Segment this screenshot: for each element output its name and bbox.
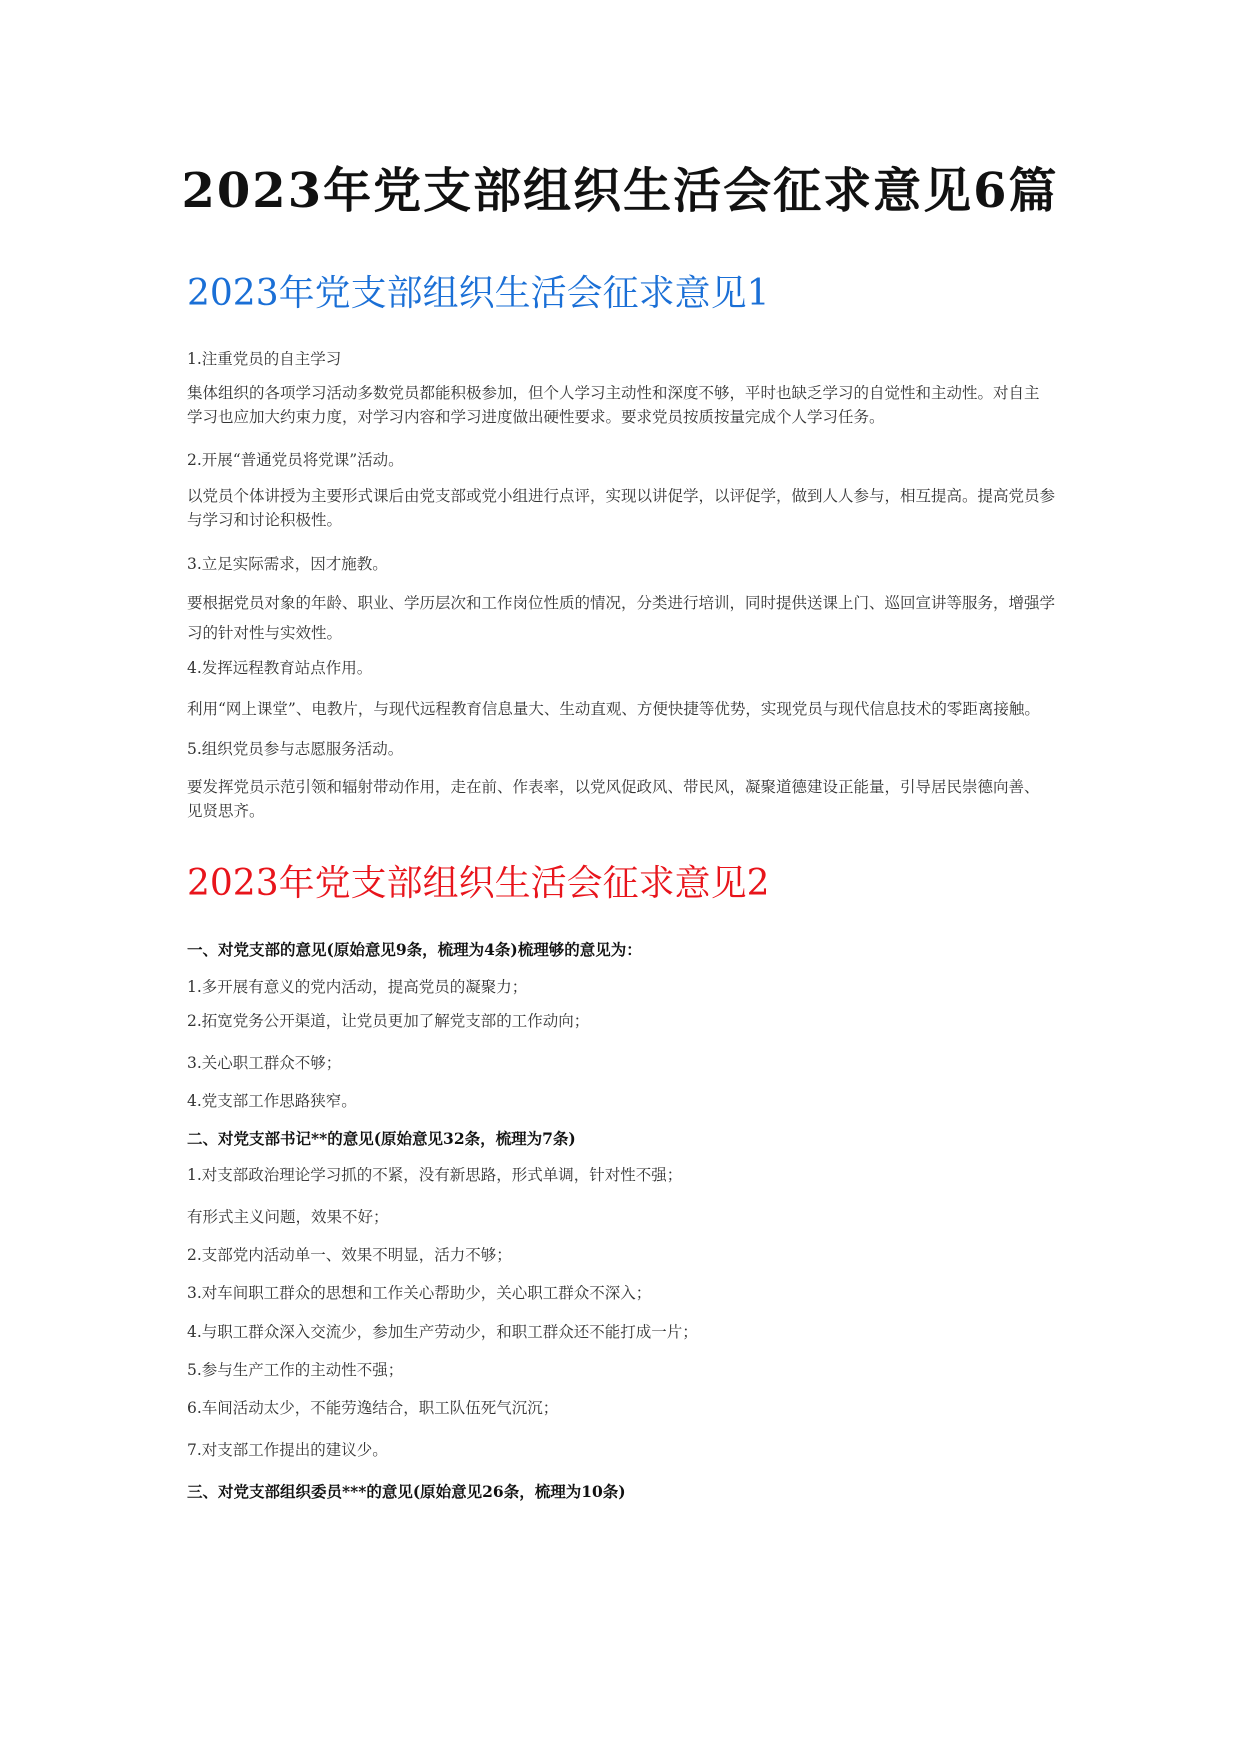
s1-item-2-body: 以党员个体讲授为主要形式课后由党支部或党小组进行点评，实现以讲促学，以评促学，做到人人参与，相互提高。提高党员参与学习和讨论积极性。 [187, 487, 1056, 529]
s2-part-2-item-4: 3.对车间职工群众的思想和工作关心帮助少，关心职工群众不深入； [187, 1284, 652, 1302]
s2-part-2-item-3: 2.支部党内活动单一、效果不明显，活力不够； [187, 1246, 512, 1264]
s1-item-4-title: 4.发挥远程教育站点作用。 [187, 659, 373, 677]
s1-item-2-title: 2.开展“普通党员将党课”活动。 [187, 451, 404, 469]
s1-item-5-body: 要发挥党员示范引领和辐射带动作用，走在前、作表率，以党风促政风、带民风，凝聚道德建设正能量，引导居民崇德向善、 见贤思齐。 [187, 778, 1040, 820]
s1-item-3-body: 要根据党员对象的年龄、职业、学历层次和工作岗位性质的情况，分类进行培训，同时提供送课上门、巡回宣讲等服务，增强学习的针对性与实效性。 [187, 594, 1056, 642]
s1-item-1-body: 集体组织的各项学习活动多数党员都能积极参加，但个人学习主动性和深度不够，平时也缺乏学习的自觉性和主动性。对自主 学习也应加大约束力度，对学习内容和学习进度做出硬性要求。要求党员按质按量完成个人学习任务。 [187, 384, 1040, 426]
s2-part-2-item-8: 7.对支部工作提出的建议少。 [187, 1441, 388, 1459]
s2-part-1-item-3: 3.关心职工群众不够； [187, 1054, 342, 1072]
s2-part-1-item-2: 2.拓宽党务公开渠道，让党员更加了解党支部的工作动向； [187, 1012, 590, 1030]
s2-part-1-title: 一、对党支部的意见(原始意见9条，梳理为4条)梳理够的意见为： [187, 940, 642, 959]
s2-part-2-item-6: 5.参与生产工作的主动性不强； [187, 1361, 404, 1379]
s2-part-2-item-1: 1.对支部政治理论学习抓的不紧，没有新思路，形式单调，针对性不强； [187, 1166, 683, 1184]
s1-item-3-title: 3.立足实际需求，因才施教。 [187, 555, 388, 573]
s2-part-2-item-7: 6.车间活动太少，不能劳逸结合，职工队伍死气沉沉； [187, 1399, 559, 1417]
s2-part-2-item-5: 4.与职工群众深入交流少，参加生产劳动少，和职工群众还不能打成一片； [187, 1323, 698, 1341]
s2-part-2-title: 二、对党支部书记**的意见(原始意见32条，梳理为7条) [187, 1129, 576, 1148]
s2-part-2-item-2: 有形式主义问题，效果不好； [187, 1208, 389, 1226]
section-2-heading: 2023年党支部组织生活会征求意见2 [187, 863, 770, 904]
s1-item-4-body: 利用“网上课堂”、电教片，与现代远程教育信息量大、生动直观、方便快捷等优势，实现党员与现代信息技术的零距离接触。 [187, 700, 1040, 718]
s2-part-1-item-4: 4.党支部工作思路狭窄。 [187, 1092, 357, 1110]
document-title: 2023年党支部组织生活会征求意见6篇 [181, 163, 1059, 219]
s1-item-5-title: 5.组织党员参与志愿服务活动。 [187, 740, 404, 758]
s1-item-1-title: 1.注重党员的自主学习 [187, 350, 342, 368]
s2-part-1-item-1: 1.多开展有意义的党内活动，提高党员的凝聚力； [187, 978, 528, 996]
s2-part-3-title: 三、对党支部组织委员***的意见(原始意见26条，梳理为10条) [187, 1482, 626, 1501]
section-1-heading: 2023年党支部组织生活会征求意见1 [187, 273, 770, 314]
